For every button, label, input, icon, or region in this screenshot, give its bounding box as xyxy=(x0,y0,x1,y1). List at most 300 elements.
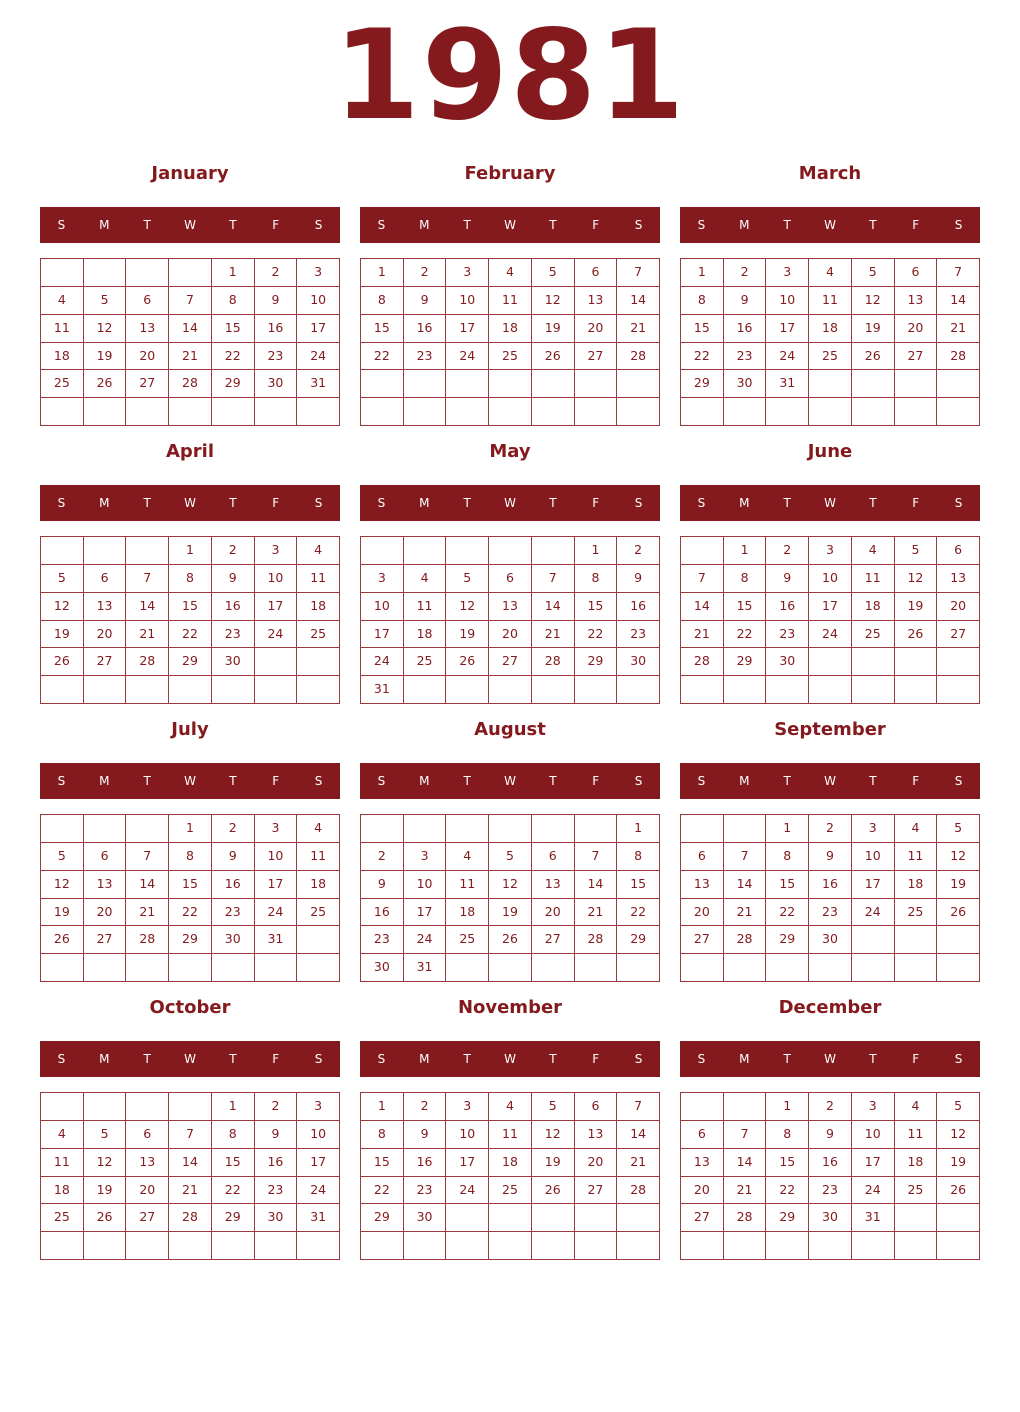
day-cell xyxy=(852,398,895,426)
day-cell: 13 xyxy=(126,1149,169,1177)
weekday-label: W xyxy=(504,218,516,232)
day-cell: 2 xyxy=(809,815,852,843)
day-cell: 25 xyxy=(852,621,895,649)
day-cell xyxy=(446,676,489,704)
weekday-label: S xyxy=(377,774,386,788)
day-cell xyxy=(489,1232,532,1260)
day-grid xyxy=(680,258,980,426)
day-grid xyxy=(40,536,340,704)
day-cell: 10 xyxy=(297,287,340,315)
weekday-header xyxy=(40,1041,340,1077)
day-cell: 25 xyxy=(297,621,340,649)
day-cell: 25 xyxy=(895,1177,938,1205)
weekday-label: M xyxy=(739,496,750,510)
day-cell: 7 xyxy=(724,1121,767,1149)
day-cell: 3 xyxy=(446,259,489,287)
day-cell: 26 xyxy=(446,648,489,676)
day-cell xyxy=(361,398,404,426)
day-cell: 8 xyxy=(575,565,618,593)
day-cell xyxy=(446,398,489,426)
day-cell: 27 xyxy=(84,648,127,676)
day-cell xyxy=(937,676,980,704)
day-cell: 22 xyxy=(361,343,404,371)
day-cell: 2 xyxy=(404,259,447,287)
day-cell: 10 xyxy=(766,287,809,315)
day-cell: 19 xyxy=(84,1177,127,1205)
day-cell: 19 xyxy=(446,621,489,649)
day-cell: 12 xyxy=(532,287,575,315)
day-cell: 3 xyxy=(255,537,298,565)
weekday-label: S xyxy=(697,496,706,510)
weekday-label: T xyxy=(549,496,557,510)
day-cell xyxy=(532,1204,575,1232)
day-cell: 28 xyxy=(681,648,724,676)
day-cell: 18 xyxy=(895,1149,938,1177)
weekday-label: T xyxy=(463,774,471,788)
day-cell: 12 xyxy=(852,287,895,315)
day-cell xyxy=(937,648,980,676)
day-cell: 21 xyxy=(575,899,618,927)
day-grid xyxy=(40,814,340,982)
day-cell: 24 xyxy=(297,1177,340,1205)
day-cell: 15 xyxy=(361,1149,404,1177)
day-cell: 16 xyxy=(255,315,298,343)
day-cell xyxy=(766,676,809,704)
day-cell: 15 xyxy=(169,593,212,621)
day-cell: 22 xyxy=(766,1177,809,1205)
day-cell: 23 xyxy=(809,1177,852,1205)
day-cell: 11 xyxy=(809,287,852,315)
day-cell xyxy=(489,815,532,843)
day-cell: 15 xyxy=(724,593,767,621)
day-cell: 14 xyxy=(724,1149,767,1177)
day-cell: 18 xyxy=(404,621,447,649)
day-cell: 24 xyxy=(404,926,447,954)
day-cell: 29 xyxy=(681,370,724,398)
day-cell: 30 xyxy=(766,648,809,676)
day-cell: 5 xyxy=(532,259,575,287)
day-cell xyxy=(575,1204,618,1232)
day-cell: 12 xyxy=(84,1149,127,1177)
month-name: November xyxy=(457,997,563,1018)
day-cell: 22 xyxy=(575,621,618,649)
day-cell: 5 xyxy=(895,537,938,565)
weekday-label: T xyxy=(229,496,237,510)
day-cell: 26 xyxy=(937,1177,980,1205)
day-cell xyxy=(895,954,938,982)
weekday-label: T xyxy=(783,218,791,232)
day-cell: 30 xyxy=(361,954,404,982)
day-cell: 14 xyxy=(126,871,169,899)
day-cell: 16 xyxy=(809,1149,852,1177)
day-cell: 26 xyxy=(41,926,84,954)
day-cell: 13 xyxy=(681,871,724,899)
day-cell: 11 xyxy=(895,1121,938,1149)
weekday-label: S xyxy=(57,774,66,788)
weekday-header xyxy=(360,485,660,521)
day-cell: 30 xyxy=(212,648,255,676)
weekday-label: F xyxy=(912,496,920,510)
weekday-label: W xyxy=(824,1052,836,1066)
day-cell: 23 xyxy=(404,343,447,371)
day-cell: 4 xyxy=(297,815,340,843)
day-cell xyxy=(84,1232,127,1260)
day-cell: 27 xyxy=(681,1204,724,1232)
day-cell: 3 xyxy=(852,1093,895,1121)
day-cell: 25 xyxy=(404,648,447,676)
day-cell: 21 xyxy=(724,899,767,927)
day-cell xyxy=(84,815,127,843)
day-cell: 10 xyxy=(852,1121,895,1149)
day-cell: 19 xyxy=(937,1149,980,1177)
day-cell: 5 xyxy=(532,1093,575,1121)
day-cell xyxy=(617,1232,660,1260)
day-grid xyxy=(680,1092,980,1260)
day-cell: 1 xyxy=(169,537,212,565)
day-cell: 15 xyxy=(766,1149,809,1177)
day-cell: 7 xyxy=(937,259,980,287)
day-cell: 16 xyxy=(724,315,767,343)
day-cell: 1 xyxy=(212,1093,255,1121)
day-cell xyxy=(895,676,938,704)
day-cell: 21 xyxy=(169,343,212,371)
day-cell: 19 xyxy=(852,315,895,343)
day-cell: 2 xyxy=(617,537,660,565)
day-cell: 21 xyxy=(681,621,724,649)
day-cell: 26 xyxy=(489,926,532,954)
day-cell xyxy=(126,537,169,565)
weekday-label: T xyxy=(869,218,877,232)
day-cell xyxy=(724,1232,767,1260)
day-cell: 22 xyxy=(169,899,212,927)
day-cell xyxy=(895,370,938,398)
day-cell: 28 xyxy=(724,1204,767,1232)
day-cell: 3 xyxy=(809,537,852,565)
day-cell: 5 xyxy=(489,843,532,871)
day-cell xyxy=(126,1232,169,1260)
day-cell: 15 xyxy=(212,1149,255,1177)
month-name: December xyxy=(778,997,882,1018)
day-cell xyxy=(297,676,340,704)
day-cell: 2 xyxy=(212,537,255,565)
day-cell: 5 xyxy=(852,259,895,287)
day-cell: 24 xyxy=(446,343,489,371)
day-cell: 9 xyxy=(212,843,255,871)
day-cell: 25 xyxy=(41,370,84,398)
day-cell: 11 xyxy=(41,1149,84,1177)
day-cell: 2 xyxy=(361,843,404,871)
day-cell: 9 xyxy=(255,287,298,315)
day-cell: 27 xyxy=(126,1204,169,1232)
day-cell: 4 xyxy=(489,1093,532,1121)
day-cell xyxy=(617,398,660,426)
day-cell: 19 xyxy=(489,899,532,927)
day-cell: 9 xyxy=(809,1121,852,1149)
day-cell xyxy=(84,676,127,704)
day-cell: 8 xyxy=(617,843,660,871)
weekday-header xyxy=(680,485,980,521)
day-cell: 7 xyxy=(724,843,767,871)
day-cell: 17 xyxy=(852,871,895,899)
day-cell xyxy=(575,370,618,398)
day-cell: 28 xyxy=(126,926,169,954)
day-cell: 22 xyxy=(212,1177,255,1205)
weekday-label: W xyxy=(824,774,836,788)
day-cell: 17 xyxy=(446,315,489,343)
day-cell xyxy=(361,1232,404,1260)
day-cell xyxy=(297,398,340,426)
day-cell: 11 xyxy=(895,843,938,871)
day-cell: 17 xyxy=(766,315,809,343)
day-cell: 11 xyxy=(41,315,84,343)
day-cell: 21 xyxy=(126,899,169,927)
weekday-label: F xyxy=(272,1052,280,1066)
day-cell: 12 xyxy=(937,843,980,871)
day-cell: 20 xyxy=(126,343,169,371)
day-cell: 29 xyxy=(766,926,809,954)
weekday-header xyxy=(680,763,980,799)
day-cell: 29 xyxy=(361,1204,404,1232)
weekday-label: T xyxy=(783,774,791,788)
day-cell: 7 xyxy=(169,1121,212,1149)
day-cell: 26 xyxy=(84,1204,127,1232)
day-cell: 6 xyxy=(575,259,618,287)
day-cell xyxy=(937,398,980,426)
weekday-label: F xyxy=(272,774,280,788)
day-cell: 4 xyxy=(489,259,532,287)
day-grid xyxy=(360,1092,660,1260)
day-cell: 31 xyxy=(255,926,298,954)
day-cell: 9 xyxy=(766,565,809,593)
weekday-label: M xyxy=(419,1052,430,1066)
day-cell: 12 xyxy=(41,871,84,899)
day-cell: 5 xyxy=(41,843,84,871)
day-cell: 4 xyxy=(895,1093,938,1121)
day-cell xyxy=(809,398,852,426)
day-cell: 11 xyxy=(489,1121,532,1149)
weekday-label: T xyxy=(143,1052,151,1066)
day-cell: 10 xyxy=(297,1121,340,1149)
day-cell xyxy=(489,676,532,704)
day-cell: 25 xyxy=(489,1177,532,1205)
day-cell: 10 xyxy=(255,565,298,593)
day-cell: 6 xyxy=(84,843,127,871)
day-cell: 6 xyxy=(681,843,724,871)
weekday-label: S xyxy=(634,774,643,788)
weekday-label: T xyxy=(463,1052,471,1066)
day-cell: 6 xyxy=(126,1121,169,1149)
weekday-label: M xyxy=(739,1052,750,1066)
day-cell: 25 xyxy=(809,343,852,371)
month-name: May xyxy=(489,441,531,462)
day-cell: 4 xyxy=(297,537,340,565)
weekday-label: M xyxy=(99,496,110,510)
day-cell: 20 xyxy=(575,1149,618,1177)
day-cell xyxy=(575,1232,618,1260)
day-cell xyxy=(809,648,852,676)
day-cell xyxy=(895,1204,938,1232)
day-grid xyxy=(40,258,340,426)
day-cell xyxy=(937,926,980,954)
day-cell: 20 xyxy=(681,899,724,927)
day-cell xyxy=(41,537,84,565)
day-cell xyxy=(532,370,575,398)
day-cell xyxy=(681,537,724,565)
day-cell: 6 xyxy=(532,843,575,871)
weekday-label: S xyxy=(314,1052,323,1066)
day-cell: 18 xyxy=(41,1177,84,1205)
day-cell: 13 xyxy=(84,871,127,899)
day-cell: 27 xyxy=(681,926,724,954)
day-cell: 23 xyxy=(617,621,660,649)
day-cell xyxy=(404,370,447,398)
day-cell: 30 xyxy=(809,1204,852,1232)
day-cell: 18 xyxy=(489,1149,532,1177)
weekday-label: S xyxy=(634,218,643,232)
weekday-header xyxy=(40,485,340,521)
day-cell xyxy=(617,676,660,704)
day-cell: 14 xyxy=(169,315,212,343)
day-cell: 14 xyxy=(169,1149,212,1177)
day-cell: 5 xyxy=(446,565,489,593)
day-cell xyxy=(297,926,340,954)
day-cell: 14 xyxy=(617,1121,660,1149)
month-name: March xyxy=(798,163,862,184)
day-cell xyxy=(724,1093,767,1121)
day-cell: 20 xyxy=(489,621,532,649)
day-cell: 21 xyxy=(617,1149,660,1177)
day-cell: 14 xyxy=(937,287,980,315)
day-cell: 28 xyxy=(724,926,767,954)
day-cell: 13 xyxy=(84,593,127,621)
day-cell xyxy=(575,676,618,704)
weekday-label: S xyxy=(314,774,323,788)
weekday-label: S xyxy=(954,496,963,510)
day-cell xyxy=(126,398,169,426)
day-cell xyxy=(937,1204,980,1232)
day-cell: 24 xyxy=(255,899,298,927)
day-cell: 27 xyxy=(126,370,169,398)
day-cell: 23 xyxy=(809,899,852,927)
day-cell: 3 xyxy=(361,565,404,593)
day-cell: 17 xyxy=(809,593,852,621)
day-cell: 16 xyxy=(404,315,447,343)
weekday-header xyxy=(40,207,340,243)
day-cell xyxy=(255,648,298,676)
day-cell: 18 xyxy=(297,871,340,899)
weekday-label: F xyxy=(592,496,600,510)
month-name: July xyxy=(171,719,209,740)
day-cell: 28 xyxy=(169,370,212,398)
day-cell: 24 xyxy=(852,899,895,927)
day-cell: 8 xyxy=(361,287,404,315)
day-cell: 2 xyxy=(809,1093,852,1121)
day-cell: 9 xyxy=(724,287,767,315)
day-cell: 6 xyxy=(84,565,127,593)
weekday-label: W xyxy=(504,774,516,788)
day-cell xyxy=(212,398,255,426)
day-cell: 8 xyxy=(681,287,724,315)
day-cell: 17 xyxy=(446,1149,489,1177)
day-cell: 8 xyxy=(724,565,767,593)
day-cell: 27 xyxy=(937,621,980,649)
day-cell: 20 xyxy=(575,315,618,343)
day-cell: 27 xyxy=(895,343,938,371)
day-cell xyxy=(852,648,895,676)
day-cell: 22 xyxy=(681,343,724,371)
weekday-label: M xyxy=(99,218,110,232)
day-grid xyxy=(680,536,980,704)
day-cell: 11 xyxy=(404,593,447,621)
day-cell: 2 xyxy=(404,1093,447,1121)
day-cell: 4 xyxy=(895,815,938,843)
weekday-label: S xyxy=(954,1052,963,1066)
day-cell: 5 xyxy=(84,1121,127,1149)
day-cell xyxy=(41,1093,84,1121)
weekday-label: W xyxy=(504,496,516,510)
day-cell xyxy=(404,398,447,426)
day-cell: 12 xyxy=(532,1121,575,1149)
day-cell xyxy=(895,398,938,426)
day-cell: 1 xyxy=(361,1093,404,1121)
day-cell xyxy=(126,676,169,704)
day-cell xyxy=(41,676,84,704)
day-cell: 5 xyxy=(937,1093,980,1121)
day-cell: 26 xyxy=(41,648,84,676)
day-cell xyxy=(84,1093,127,1121)
day-cell xyxy=(895,648,938,676)
weekday-header xyxy=(360,763,660,799)
day-cell: 28 xyxy=(575,926,618,954)
day-cell xyxy=(724,398,767,426)
day-cell: 28 xyxy=(937,343,980,371)
day-cell: 12 xyxy=(84,315,127,343)
day-cell: 3 xyxy=(404,843,447,871)
day-cell: 9 xyxy=(404,287,447,315)
weekday-label: T xyxy=(143,496,151,510)
weekday-label: W xyxy=(184,496,196,510)
weekday-label: S xyxy=(377,496,386,510)
day-cell xyxy=(212,954,255,982)
day-cell: 20 xyxy=(895,315,938,343)
day-cell: 3 xyxy=(446,1093,489,1121)
day-cell: 6 xyxy=(895,259,938,287)
weekday-label: W xyxy=(184,218,196,232)
day-cell: 12 xyxy=(937,1121,980,1149)
day-cell: 6 xyxy=(126,287,169,315)
day-cell: 28 xyxy=(169,1204,212,1232)
day-cell: 8 xyxy=(169,843,212,871)
day-cell: 30 xyxy=(255,1204,298,1232)
day-cell: 2 xyxy=(255,259,298,287)
weekday-label: F xyxy=(912,774,920,788)
day-cell: 24 xyxy=(446,1177,489,1205)
day-cell: 20 xyxy=(84,621,127,649)
day-cell: 17 xyxy=(852,1149,895,1177)
day-cell: 12 xyxy=(489,871,532,899)
day-cell: 13 xyxy=(895,287,938,315)
day-cell: 15 xyxy=(617,871,660,899)
day-cell xyxy=(212,1232,255,1260)
day-cell: 30 xyxy=(404,1204,447,1232)
day-cell xyxy=(937,370,980,398)
weekday-label: F xyxy=(272,218,280,232)
day-cell xyxy=(809,954,852,982)
day-cell xyxy=(297,954,340,982)
weekday-label: S xyxy=(954,774,963,788)
day-cell xyxy=(724,676,767,704)
weekday-label: F xyxy=(272,496,280,510)
